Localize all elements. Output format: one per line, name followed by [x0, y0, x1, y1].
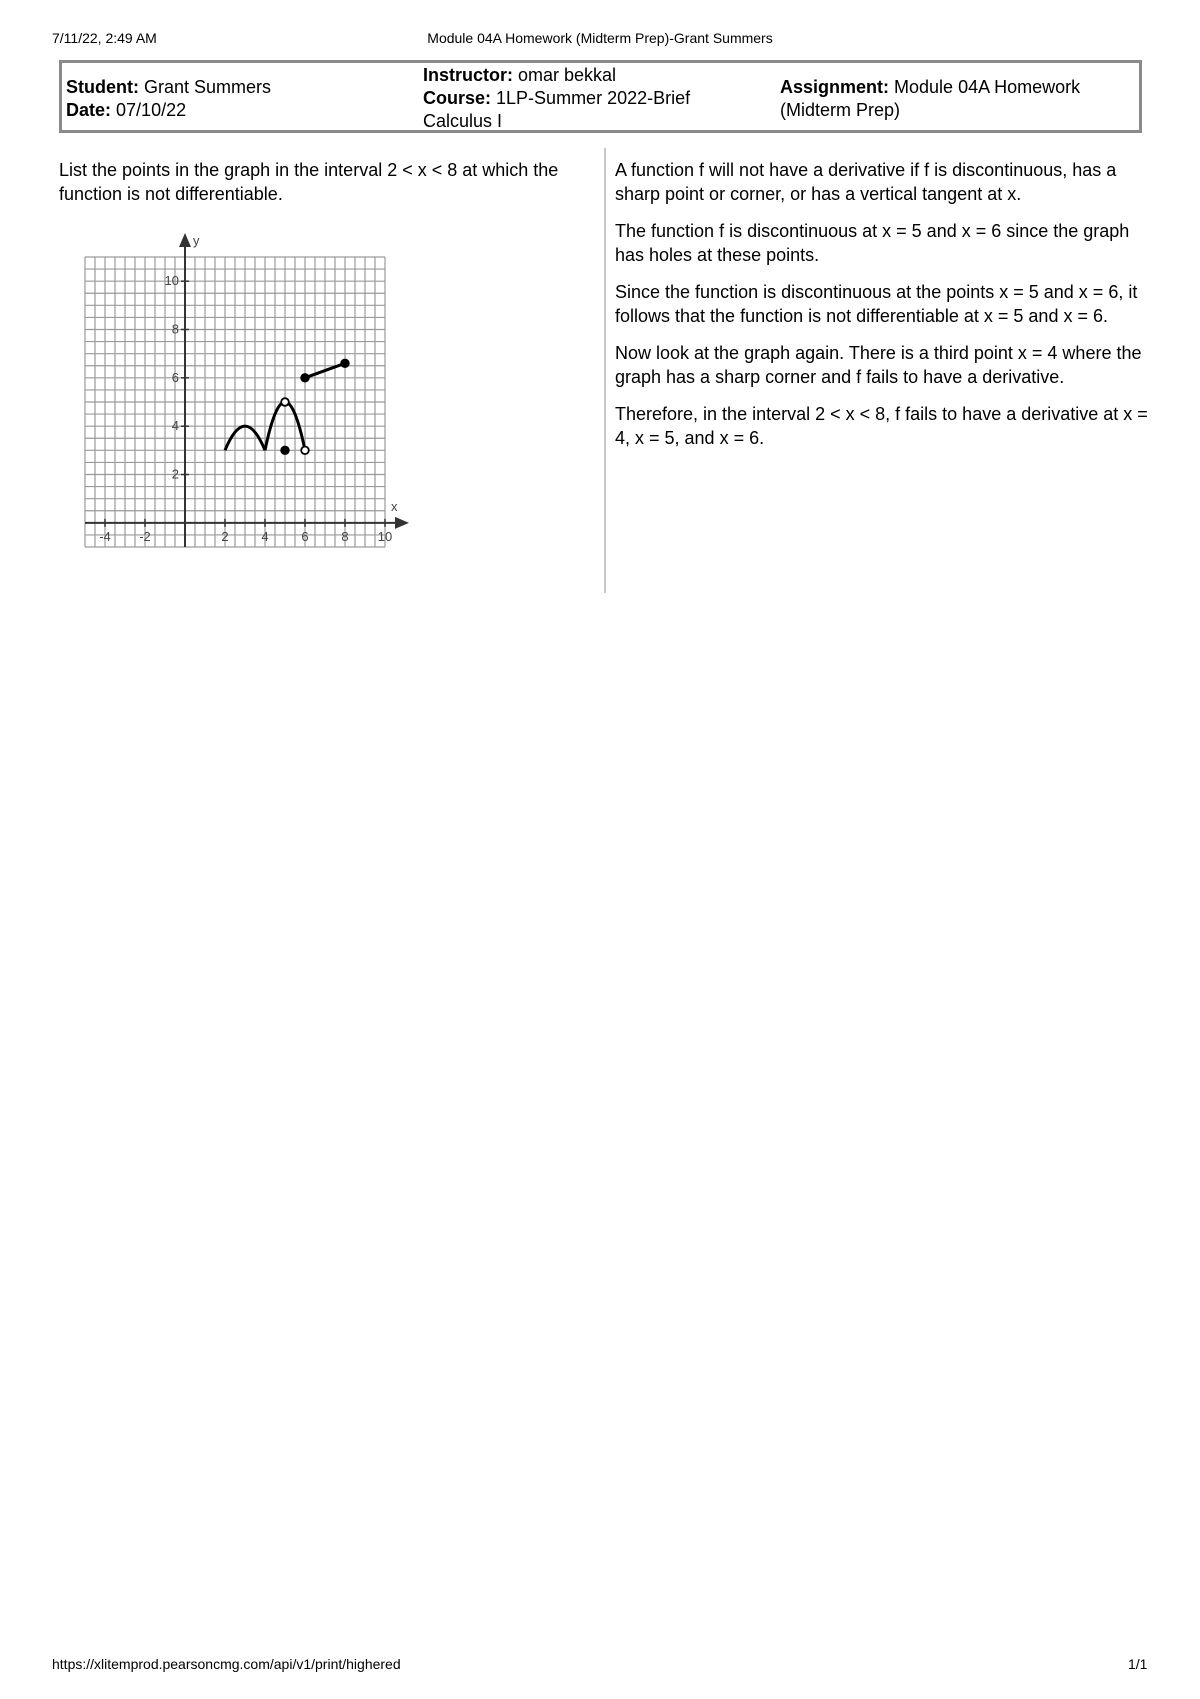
x-tick-label: 2 — [221, 528, 229, 544]
solution-paragraph-5: Therefore, in the interval 2 < x < 8, f fails to have a derivative at x = 4, x = 5, and x = 6. — [615, 404, 1148, 448]
assignment-column — [780, 76, 1130, 122]
function-graph — [80, 225, 420, 560]
question-text: List the points in the graph in the interval 2 < x < 8 at which the function is not differentiable. — [59, 160, 559, 204]
assignment-name: Module 04A Homework (Midterm Prep) — [780, 77, 1081, 120]
date-value: 07/10/22 — [116, 100, 187, 120]
x-tick-label: 8 — [341, 528, 349, 544]
print-timestamp: 7/11/22, 2:49 AM — [52, 30, 157, 46]
solution-paragraph-4: Now look at the graph again. There is a third point x = 4 where the graph has a sharp corner and f fails to have a derivative. — [615, 343, 1142, 387]
solution-paragraph-3: Since the function is discontinuous at the points x = 5 and x = 6, it follows that the function is not differentiable at x = 5 and x = 6. — [615, 282, 1138, 326]
print-title: Module 04A Homework (Midterm Prep)-Grant Summers — [427, 30, 773, 46]
y-tick-label: 6 — [171, 369, 179, 385]
column-divider — [604, 148, 606, 593]
date-label: Date: — [66, 100, 112, 120]
footer-url: https://xlitemprod.pearsoncmg.com/api/v1/print/highered — [52, 1656, 401, 1672]
y-tick-label: 4 — [171, 418, 179, 434]
y-axis-label: y — [193, 233, 200, 248]
y-axis-arrow — [179, 233, 191, 247]
y-tick-label: 2 — [171, 466, 179, 482]
filled-point — [301, 374, 309, 382]
filled-point — [341, 360, 349, 368]
assignment-label: Assignment: — [780, 77, 890, 97]
open-point — [281, 398, 289, 406]
instructor-name: omar bekkal — [518, 65, 617, 85]
student-name: Grant Summers — [144, 77, 272, 97]
student-label: Student: — [66, 77, 139, 97]
course-name: 1LP-Summer 2022-Brief Calculus I — [423, 88, 691, 131]
x-axis-label: x — [391, 498, 398, 514]
x-tick-label: 4 — [261, 528, 269, 544]
solution-paragraph-1: A function f will not have a derivative if f is discontinuous, has a sharp point or corner, or has a vertical tangent at x. — [615, 160, 1117, 204]
page-number: 1/1 — [1128, 1656, 1148, 1672]
course-label: Course: — [423, 88, 492, 108]
x-tick-label: -2 — [139, 528, 151, 544]
instructor-column — [423, 64, 723, 133]
y-tick-label: 10 — [164, 273, 179, 289]
y-tick-label: 8 — [171, 321, 179, 337]
open-point — [301, 447, 309, 455]
student-column — [66, 76, 271, 122]
x-axis-arrow — [395, 517, 409, 529]
x-tick-label: -4 — [99, 528, 111, 544]
solution-paragraph-2: The function f is discontinuous at x = 5 and x = 6 since the graph has holes at these points. — [615, 221, 1130, 265]
instructor-label: Instructor: — [423, 65, 513, 85]
x-tick-label: 10 — [377, 528, 393, 544]
solution-panel — [615, 158, 1155, 463]
assignment-info-box — [59, 60, 1142, 133]
x-tick-label: 6 — [301, 528, 309, 544]
filled-point — [281, 447, 289, 455]
